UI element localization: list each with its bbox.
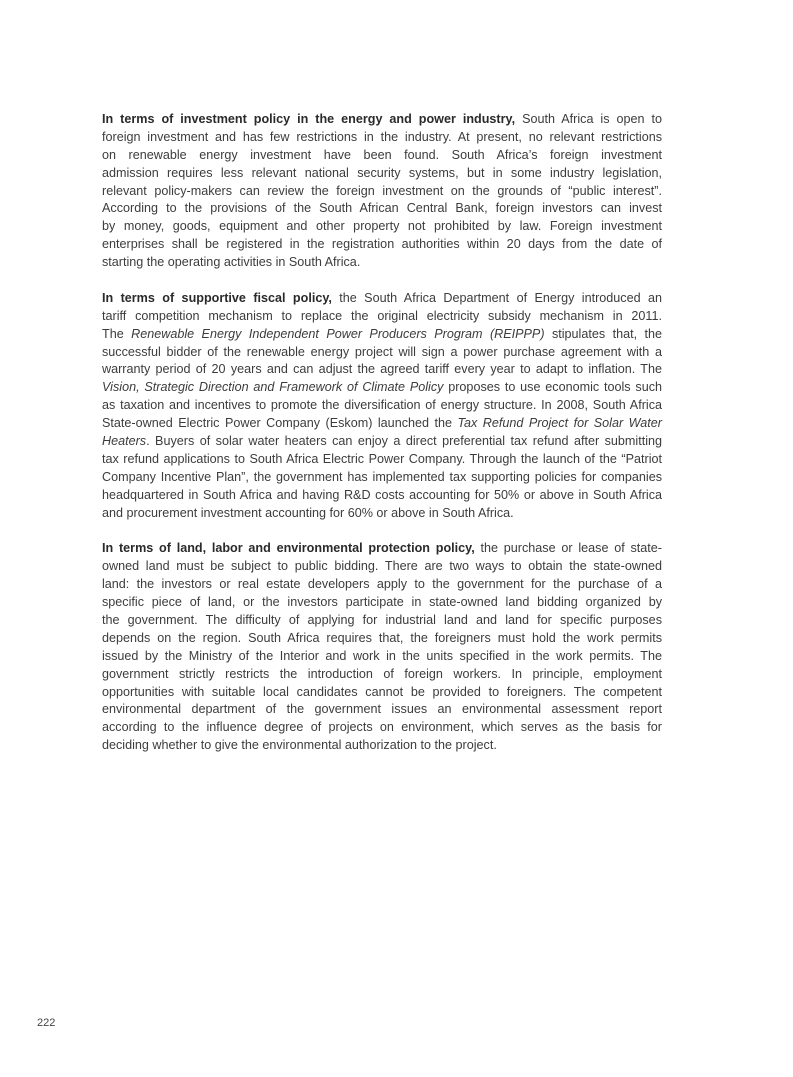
text-run: specific piece of land, or the investors participate in state-owned land bidding organized by: [102, 595, 662, 610]
text-line-content: [102, 111, 662, 129]
text-run: the purchase or lease of state-: [474, 541, 662, 556]
text-line: [102, 397, 662, 415]
text-run: the South Africa Department of Energy introduced an: [331, 290, 662, 305]
text-run: foreign investment and has few restrictions in the industry. At present, no relevant restrictions: [102, 129, 662, 144]
text-run: depends on the region. South Africa requires that, the foreigners must hold the work permits: [102, 630, 662, 645]
text-line: [102, 737, 662, 755]
text-line-content: [102, 147, 662, 165]
text-run: tariff competition mechanism to replace the original electricity subsidy mechanism in 2011.: [102, 308, 662, 323]
italic-title: Heaters: [102, 434, 147, 449]
text-line-content: [102, 451, 662, 469]
text-line-content: [102, 666, 662, 684]
page-number: 222: [37, 1017, 56, 1029]
text-line: [102, 487, 662, 505]
text-line: [102, 236, 662, 254]
text-line: [102, 451, 662, 469]
text-line: [102, 147, 662, 165]
text-run: opportunities with suitable local candidates cannot be provided to foreigners. The competent: [102, 684, 662, 699]
text-line: [102, 505, 662, 523]
text-run: South Africa is open to: [515, 112, 662, 126]
text-line-content: [102, 648, 662, 666]
text-line: [102, 719, 662, 737]
text-line-content: [102, 684, 662, 702]
text-line: [102, 630, 662, 648]
text-line-content: [102, 594, 662, 612]
text-line-content: [102, 433, 662, 451]
text-line-content: [102, 344, 662, 362]
text-line-content: [102, 737, 662, 755]
body-text: [102, 111, 662, 773]
text-run: environmental department of the government issues an environmental assessment report: [102, 702, 662, 717]
text-line-content: [102, 487, 662, 505]
text-line: [102, 165, 662, 183]
text-run: . Buyers of solar water heaters can enjoy a direct preferential tax refund after submitting: [146, 434, 662, 449]
paragraph-lead-bold: In terms of land, labor and environmental protection policy,: [102, 541, 475, 556]
text-line: [102, 200, 662, 218]
text-line: [102, 379, 662, 397]
text-line: [102, 218, 662, 236]
text-run: successful bidder of the renewable energy project will sign a power purchase agreement with a: [102, 344, 662, 359]
text-line: [102, 684, 662, 702]
text-run: According to the provisions of the South African Central Bank, foreign investors can invest: [102, 201, 662, 216]
text-line: [102, 469, 662, 487]
italic-title: Tax Refund Project for Solar Water: [457, 416, 662, 431]
text-run: by money, goods, equipment and other property not prohibited by law. Foreign investment: [102, 219, 662, 234]
text-run: The: [102, 326, 132, 341]
paragraph: [102, 540, 662, 755]
text-run: government strictly restricts the introduction of foreign workers. In principle, employment: [102, 666, 662, 681]
text-run: according to the influence degree of projects on environment, which serves as the basis for: [102, 720, 662, 735]
text-run: proposes to use economic tools such: [443, 380, 663, 395]
text-line-content: [102, 719, 662, 737]
text-run: enterprises shall be registered in the registration authorities within 20 days from the date of: [102, 237, 662, 252]
text-line-content: [102, 129, 662, 147]
text-line-content: [102, 540, 662, 558]
paragraph: [102, 111, 662, 272]
text-run: admission requires less relevant national security systems, but in some industry legislation,: [102, 165, 662, 180]
text-line-content: [102, 236, 662, 254]
text-run: relevant policy-makers can review the foreign investment on the grounds of “public interest”.: [102, 183, 662, 198]
paragraph-lead-bold: In terms of investment policy in the energy and power industry,: [102, 112, 516, 126]
text-run: as taxation and incentives to promote the diversification of energy structure. In 2008, South Africa: [102, 398, 662, 413]
text-line-content: [102, 183, 662, 201]
text-line: [102, 308, 662, 326]
text-run: starting the operating activities in South Africa.: [102, 255, 361, 270]
text-line: [102, 326, 662, 344]
text-line-content: [102, 308, 662, 326]
italic-title: Vision, Strategic Direction and Framework of Climate Policy: [102, 380, 444, 395]
text-line: [102, 344, 662, 362]
text-line: [102, 594, 662, 612]
text-run: headquartered in South Africa and having R&D costs accounting for 50% or above in South Africa: [102, 487, 662, 502]
text-line: [102, 666, 662, 684]
text-line-content: [102, 379, 662, 397]
text-run: tax refund applications to South Africa Electric Power Company. Through the launch of the “Patriot: [102, 451, 662, 466]
text-line-content: [102, 612, 662, 630]
text-line: [102, 540, 662, 558]
text-line: [102, 361, 662, 379]
text-run: warranty period of 20 years and can adjust the agreed tariff every year to adapt to inflation. The: [102, 362, 662, 377]
text-line-content: [102, 218, 662, 236]
text-line-content: [102, 290, 662, 308]
text-line: [102, 433, 662, 451]
text-line: [102, 254, 662, 272]
text-line-content: [102, 415, 662, 433]
text-line: [102, 576, 662, 594]
text-run: land: the investors or real estate developers apply to the government for the purchase of a: [102, 577, 662, 592]
paragraph: [102, 290, 662, 523]
text-line: [102, 558, 662, 576]
text-run: State-owned Electric Power Company (Eskom) launched the: [102, 416, 458, 431]
text-line-content: [102, 326, 662, 344]
text-line-content: [102, 165, 662, 183]
text-line-content: [102, 630, 662, 648]
text-run: Company Incentive Plan”, the government has implemented tax supporting policies for companies: [102, 469, 662, 484]
text-run: stipulates that, the: [544, 326, 662, 341]
text-line-content: [102, 469, 662, 487]
text-line: [102, 415, 662, 433]
text-run: owned land must be subject to public bidding. There are two ways to obtain the state-owned: [102, 559, 662, 574]
text-line-content: [102, 558, 662, 576]
text-run: on renewable energy investment have been found. South Africa’s foreign investment: [102, 147, 662, 162]
text-line-content: [102, 576, 662, 594]
text-line-content: [102, 361, 662, 379]
paragraph-lead-bold: In terms of supportive fiscal policy,: [102, 290, 332, 305]
text-line: [102, 290, 662, 308]
text-line-content: [102, 505, 662, 523]
text-line-content: [102, 254, 662, 272]
text-run: the government. The difficulty of applying for industrial land and land for specific purposes: [102, 612, 662, 627]
text-line-content: [102, 397, 662, 415]
text-run: deciding whether to give the environmental authorization to the project.: [102, 738, 497, 753]
text-line: [102, 612, 662, 630]
text-line-content: [102, 701, 662, 719]
text-run: and procurement investment accounting for 60% or above in South Africa.: [102, 505, 514, 520]
text-line-content: [102, 200, 662, 218]
text-line: [102, 701, 662, 719]
text-line: [102, 648, 662, 666]
text-run: issued by the Ministry of the Interior and work in the units specified in the work permits. The: [102, 648, 662, 663]
italic-title: Renewable Energy Independent Power Producers Program (REIPPP): [131, 326, 545, 341]
text-line: [102, 129, 662, 147]
text-line: [102, 183, 662, 201]
text-line: [102, 111, 662, 129]
